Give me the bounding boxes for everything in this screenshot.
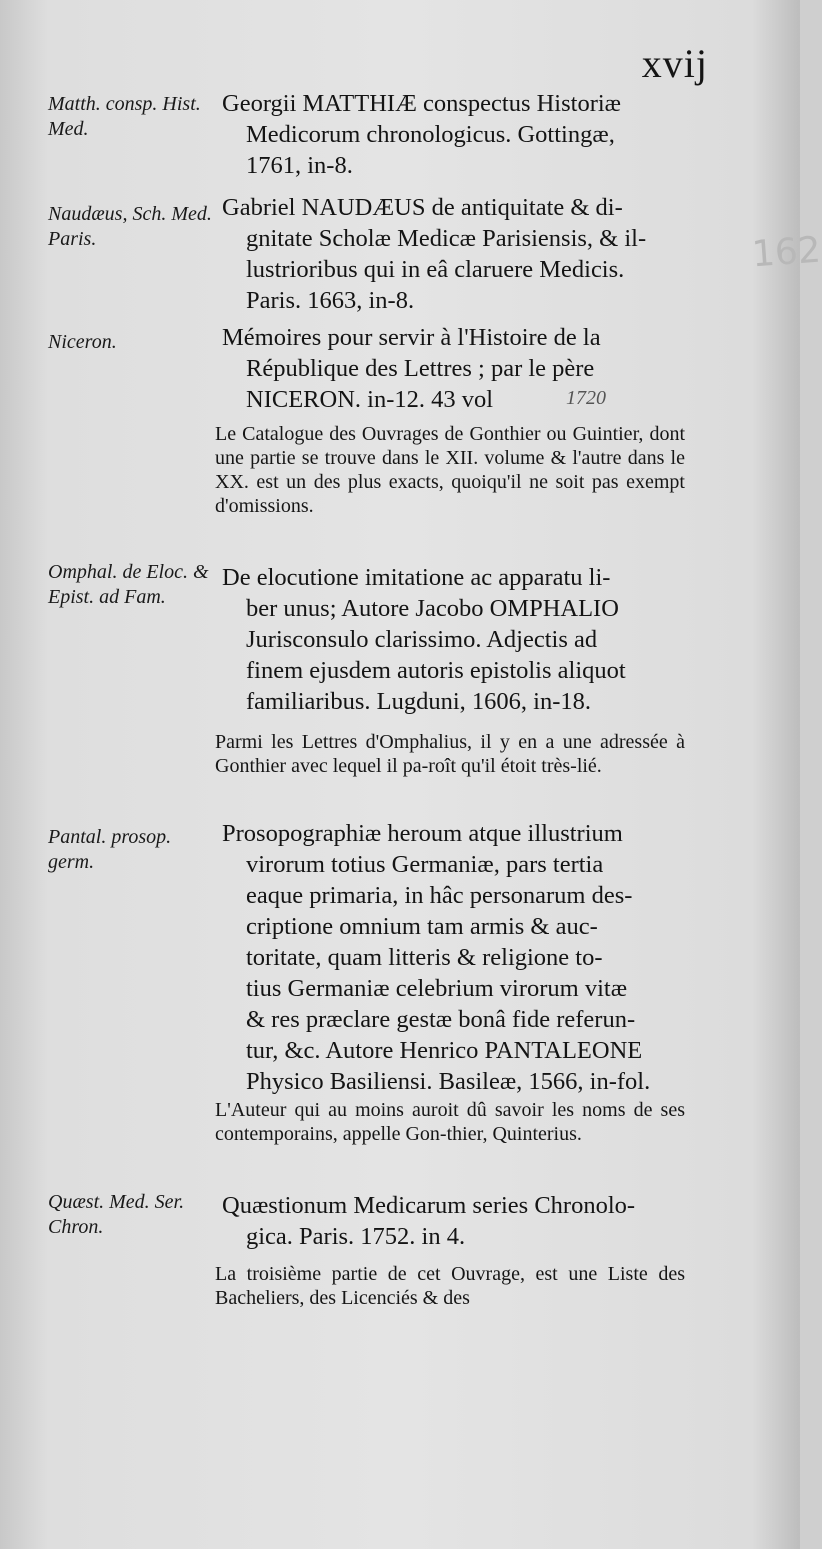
entry-line: Prosopographiæ heroum atque illustrium [222, 820, 623, 847]
entry-line: lustrioribus qui in eâ claruere Medicis. [246, 256, 625, 283]
comment-niceron: Le Catalogue des Ouvrages de Gonthier ou Guintier, dont une partie se trouve dans le XII. volume & l'autre dans le XX. est un des plus exacts, quoiqu'il ne soit pas exempt d'omissions. [215, 423, 685, 517]
entry-quaestiones [222, 1190, 684, 1252]
margin-note-niceron: Niceron. [48, 331, 117, 353]
pencil-date-note: 1720 [566, 387, 606, 409]
entry-line: ber unus; Autore Jacobo OMPHALIO [246, 595, 619, 622]
margin-note-naudaeus: Naudæus, Sch. Med. Paris. [48, 203, 212, 250]
comment-quaestiones: La troisième partie de cet Ouvrage, est une Liste des Bacheliers, des Licenciés & des [215, 1263, 685, 1309]
entry-line: & res præclare gestæ bonâ fide referun- [246, 1006, 636, 1033]
margin-note-matthiae: Matth. consp. Hist. Med. [48, 93, 201, 140]
entry-niceron [222, 322, 684, 415]
entry-line: tur, &c. Autore Henrico PANTALEONE [246, 1037, 643, 1064]
entry-line: Medicorum chronologicus. Gottingæ, [246, 121, 615, 148]
entry-line: Paris. 1663, in-8. [246, 287, 415, 314]
entry-matthiae [222, 88, 684, 181]
entry-line: 1761, in-8. [246, 152, 353, 179]
entry-line: Physico Basiliensi. Basileæ, 1566, in-fol. [246, 1068, 651, 1095]
entry-line: Georgii MATTHIÆ conspectus Historiæ [222, 90, 621, 117]
entry-line: toritate, quam litteris & religione to- [246, 944, 603, 971]
entry-naudaeus [222, 192, 684, 316]
entry-omphalius [222, 562, 684, 717]
page-number: xvij [641, 41, 708, 86]
pencil-annotation: 162 [750, 229, 822, 276]
entry-line: gica. Paris. 1752. in 4. [246, 1223, 466, 1250]
margin-note-quaestiones: Quæst. Med. Ser. Chron. [48, 1191, 185, 1238]
margin-note-omphalius: Omphal. de Eloc. & Epist. ad Fam. [48, 561, 209, 608]
entry-pantaleon [222, 818, 684, 1097]
entry-line: Jurisconsulo clarissimo. Adjectis ad [246, 626, 598, 653]
entry-line: eaque primaria, in hâc personarum des- [246, 882, 633, 909]
margin-note-pantaleon: Pantal. prosop. germ. [48, 826, 172, 873]
entry-line: tius Germaniæ celebrium virorum vitæ [246, 975, 628, 1002]
comment-pantaleon: L'Auteur qui au moins auroit dû savoir les noms de ses contemporains, appelle Gon-thier, Quinterius. [215, 1099, 685, 1145]
entry-line: virorum totius Germaniæ, pars tertia [246, 851, 604, 878]
entry-line: De elocutione imitatione ac apparatu li- [222, 564, 611, 591]
entry-line: NICERON. in-12. 43 vol [246, 386, 494, 413]
entry-line: finem ejusdem autoris epistolis aliquot [246, 657, 626, 684]
entry-line: gnitate Scholæ Medicæ Parisiensis, & il- [246, 225, 647, 252]
comment-omphalius: Parmi les Lettres d'Omphalius, il y en a une adressée à Gonthier avec lequel il pa-roît qu'il étoit très-lié. [215, 731, 685, 777]
entry-line: criptione omnium tam armis & auc- [246, 913, 598, 940]
entry-line: Mémoires pour servir à l'Histoire de la [222, 324, 601, 351]
entry-line: République des Lettres ; par le père [246, 355, 595, 382]
entry-line: Quæstionum Medicarum series Chronolo- [222, 1192, 636, 1219]
entry-line: Gabriel NAUDÆUS de antiquitate & di- [222, 194, 623, 221]
entry-line: familiaribus. Lugduni, 1606, in-18. [246, 688, 591, 715]
